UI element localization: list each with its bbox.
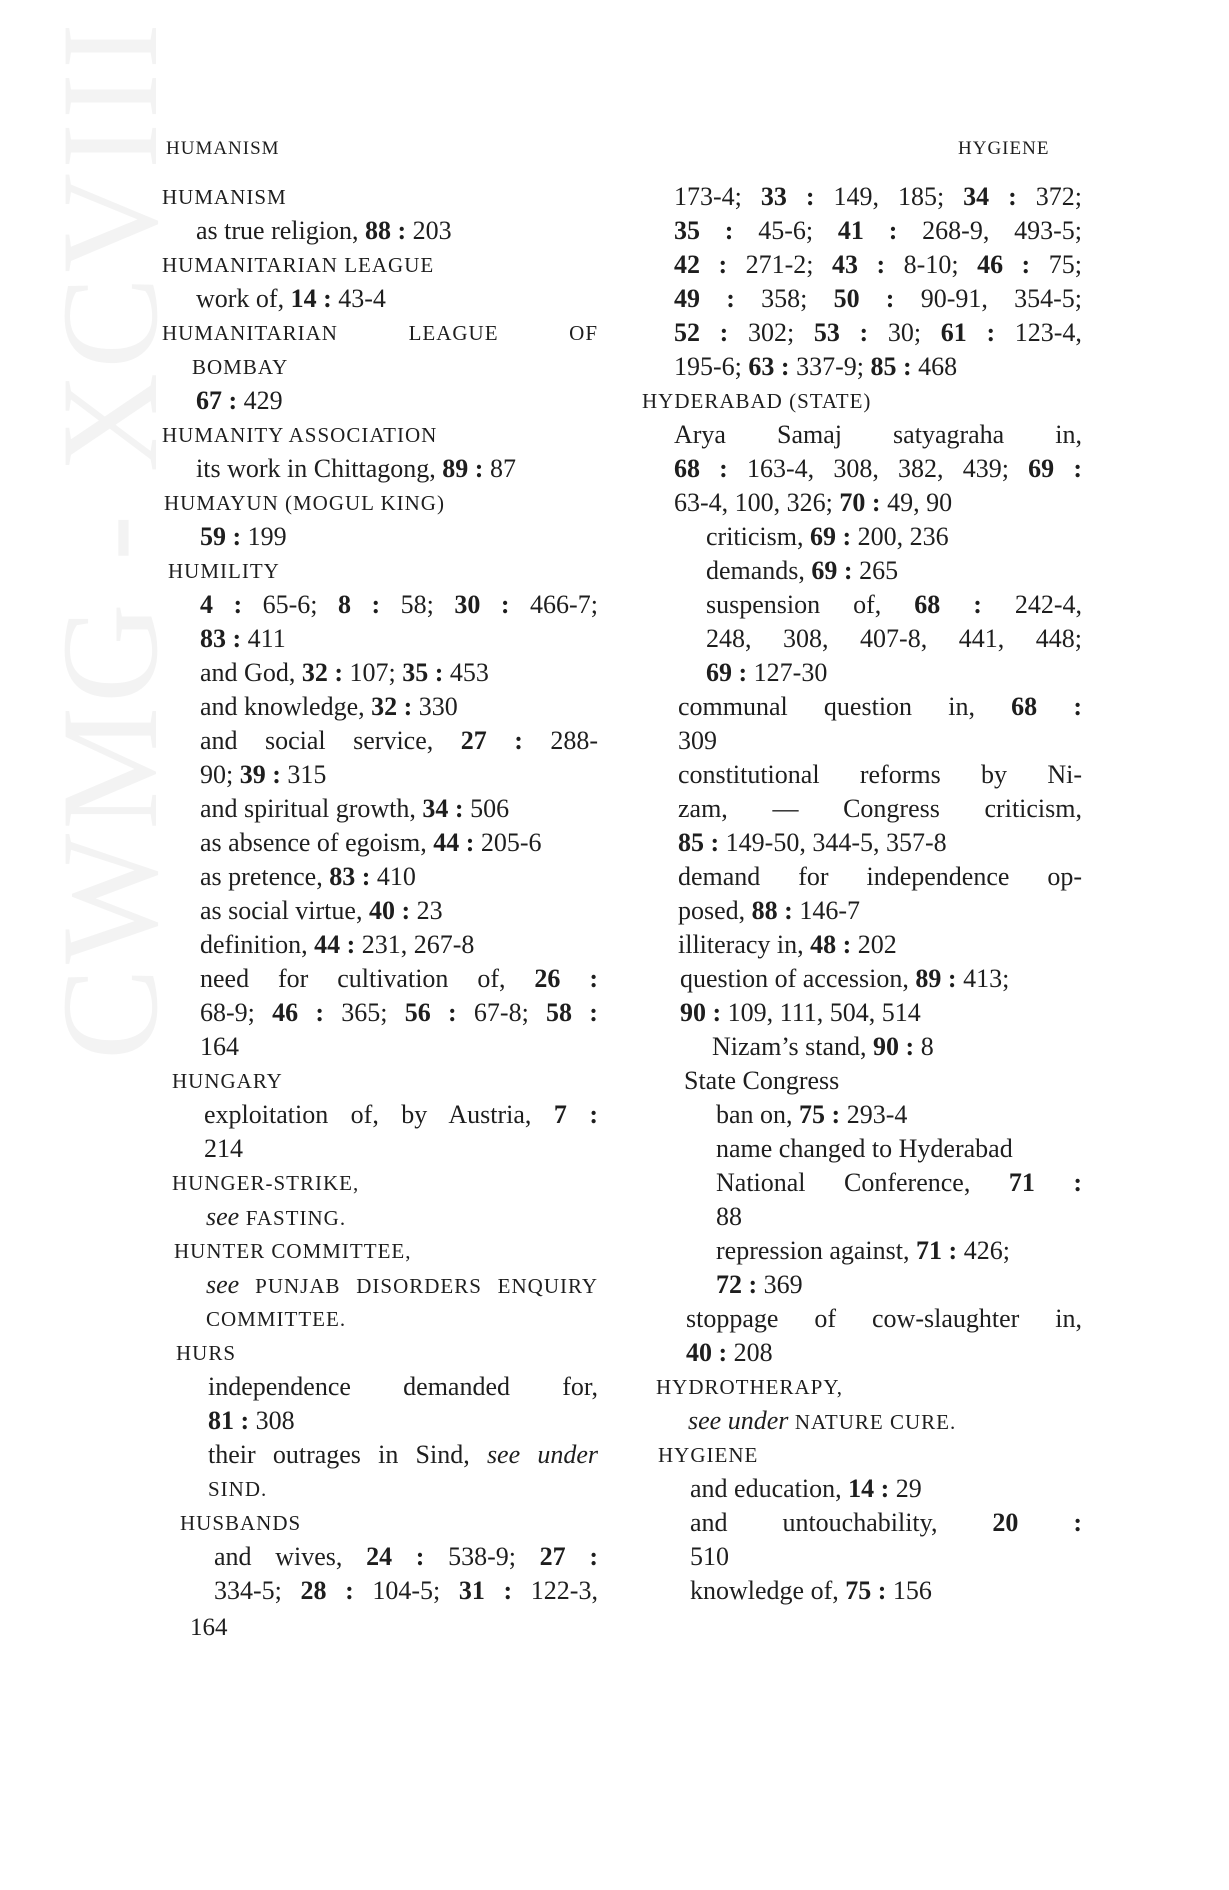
index-heading: HUMANISM (162, 185, 287, 209)
index-entry: 68 : 163-4, 308, 382, 439; 69 : (674, 454, 1082, 483)
index-entry: their outrages in Sind, see under (208, 1440, 598, 1469)
index-entry: 52 : 302; 53 : 30; 61 : 123-4, (674, 318, 1082, 347)
index-entry: COMMITTEE. (206, 1307, 347, 1331)
index-entry: National Conference, 71 : (716, 1168, 1082, 1197)
index-entry: demands, 69 : 265 (706, 556, 899, 585)
page-number: 164 (190, 1614, 228, 1641)
index-heading: HUMILITY (168, 559, 280, 583)
index-entry: 81 : 308 (208, 1406, 295, 1435)
index-entry: and spiritual growth, 34 : 506 (200, 794, 510, 823)
right-index-column (642, 180, 1082, 1608)
index-heading: HUMANITARIAN LEAGUE (162, 253, 435, 277)
index-entry: definition, 44 : 231, 267-8 (200, 930, 475, 959)
index-entry: and knowledge, 32 : 330 (200, 692, 458, 721)
index-entry: communal question in, 68 : (678, 692, 1082, 721)
index-entry: need for cultivation of, 26 : (200, 964, 598, 993)
index-entry: 59 : 199 (200, 522, 287, 551)
index-entry: see under NATURE CURE. (688, 1406, 957, 1435)
index-entry: 334-5; 28 : 104-5; 31 : 122-3, (214, 1576, 598, 1605)
index-heading: HUNGER-STRIKE, (172, 1171, 360, 1195)
index-heading: HUNGARY (172, 1069, 283, 1093)
index-entry: as pretence, 83 : 410 (200, 862, 416, 891)
index-entry: name changed to Hyderabad (716, 1134, 1013, 1163)
index-entry: Arya Samaj satyagraha in, (674, 420, 1082, 449)
index-entry: 4 : 65-6; 8 : 58; 30 : 466-7; (200, 590, 598, 619)
index-entry: 173-4; 33 : 149, 185; 34 : 372; (674, 182, 1082, 211)
index-entry: BOMBAY (192, 355, 289, 379)
index-entry: 49 : 358; 50 : 90-91, 354-5; (674, 284, 1082, 313)
index-entry: and education, 14 : 29 (690, 1474, 922, 1503)
index-entry: 90; 39 : 315 (200, 760, 327, 789)
index-entry: as absence of egoism, 44 : 205-6 (200, 828, 542, 857)
index-entry: demand for independence op- (678, 862, 1082, 891)
index-heading: HURS (176, 1341, 237, 1365)
index-entry: suspension of, 68 : 242-4, (706, 590, 1082, 619)
index-entry: 90 : 109, 111, 504, 514 (680, 998, 921, 1027)
index-entry: 309 (678, 726, 717, 755)
left-index-column (162, 180, 598, 1608)
index-entry: 88 (716, 1202, 742, 1231)
running-head-right: HYGIENE (958, 138, 1050, 159)
index-entry: work of, 14 : 43-4 (196, 284, 386, 313)
index-entry: 69 : 127-30 (706, 658, 828, 687)
index-entry: SIND. (208, 1477, 268, 1501)
index-entry: see FASTING. (206, 1202, 347, 1231)
index-heading: HUNTER COMMITTEE, (174, 1239, 412, 1263)
index-heading: HUMANITARIAN LEAGUE OF (162, 321, 598, 345)
index-entry: its work in Chittagong, 89 : 87 (196, 454, 516, 483)
index-entry: ban on, 75 : 293-4 (716, 1100, 908, 1129)
index-entry: 214 (204, 1134, 243, 1163)
index-entry: 248, 308, 407-8, 441, 448; (706, 624, 1082, 653)
index-entry: 40 : 208 (686, 1338, 773, 1367)
index-entry: 83 : 411 (200, 624, 286, 653)
index-entry: 68-9; 46 : 365; 56 : 67-8; 58 : (200, 998, 598, 1027)
index-entry: 42 : 271-2; 43 : 8-10; 46 : 75; (674, 250, 1082, 279)
index-heading: HYGIENE (658, 1443, 759, 1467)
watermark: CWMG - XCVIII (33, 19, 186, 1060)
index-heading: HUMAYUN (MOGUL KING) (164, 491, 445, 515)
running-head-left: HUMANISM (166, 138, 280, 159)
index-entry: and social service, 27 : 288- (200, 726, 598, 755)
index-entry: exploitation of, by Austria, 7 : (204, 1100, 598, 1129)
index-entry: constitutional reforms by Ni- (678, 760, 1082, 789)
index-entry: independence demanded for, (208, 1372, 598, 1401)
index-entry: criticism, 69 : 200, 236 (706, 522, 949, 551)
index-heading: HYDERABAD (STATE) (642, 389, 872, 413)
index-entry: zam, — Congress criticism, (678, 794, 1082, 823)
index-entry: 35 : 45-6; 41 : 268-9, 493-5; (674, 216, 1082, 245)
index-entry: 63-4, 100, 326; 70 : 49, 90 (674, 488, 953, 517)
index-heading: HUMANITY ASSOCIATION (162, 423, 438, 447)
index-entry: knowledge of, 75 : 156 (690, 1576, 932, 1605)
index-entry: stoppage of cow-slaughter in, (686, 1304, 1082, 1333)
index-entry: State Congress (684, 1066, 840, 1095)
index-entry: as social virtue, 40 : 23 (200, 896, 443, 925)
index-entry: 164 (200, 1032, 239, 1061)
index-entry: 85 : 149-50, 344-5, 357-8 (678, 828, 947, 857)
index-entry: repression against, 71 : 426; (716, 1236, 1010, 1265)
index-entry: 510 (690, 1542, 729, 1571)
index-entry: and untouchability, 20 : (690, 1508, 1082, 1537)
index-entry: illiteracy in, 48 : 202 (678, 930, 897, 959)
index-entry: 67 : 429 (196, 386, 283, 415)
index-heading: HUSBANDS (180, 1511, 302, 1535)
index-entry: posed, 88 : 146-7 (678, 896, 861, 925)
index-entry: question of accession, 89 : 413; (680, 964, 1010, 993)
index-entry: as true religion, 88 : 203 (196, 216, 452, 245)
index-entry: and God, 32 : 107; 35 : 453 (200, 658, 489, 687)
index-entry: see PUNJAB DISORDERS ENQUIRY (206, 1270, 598, 1299)
index-entry: 195-6; 63 : 337-9; 85 : 468 (674, 352, 958, 381)
index-entry: and wives, 24 : 538-9; 27 : (214, 1542, 598, 1571)
index-entry: Nizam’s stand, 90 : 8 (712, 1032, 934, 1061)
index-entry: 72 : 369 (716, 1270, 803, 1299)
index-heading: HYDROTHERAPY, (656, 1375, 844, 1399)
